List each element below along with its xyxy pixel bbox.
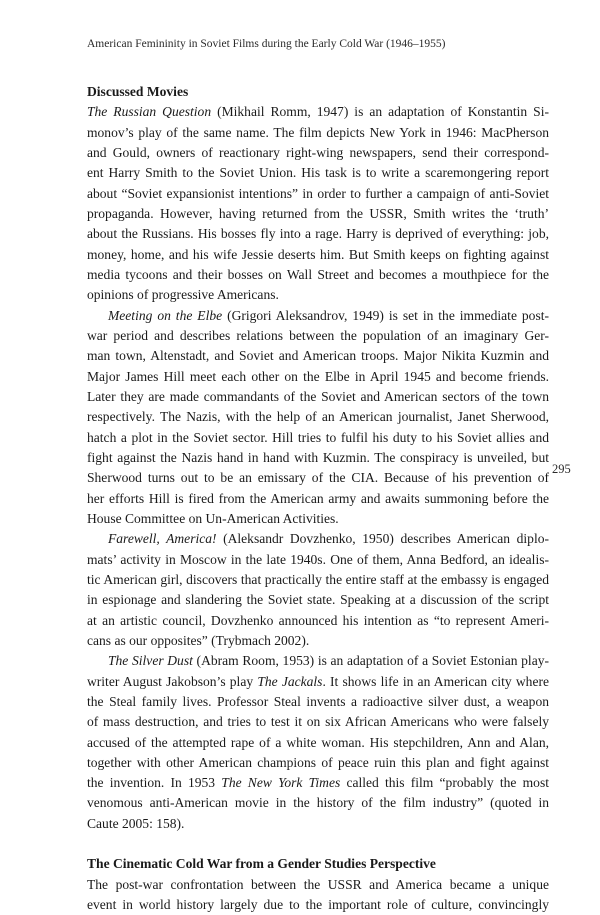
page-number: 295 xyxy=(552,462,571,476)
line-text: writer August Jakobson’s play xyxy=(87,673,258,689)
text-line xyxy=(87,448,549,468)
line-text: propaganda. However, having returned from the USSR, Smith writes the ‘truth’ xyxy=(87,205,549,221)
line-text: Sherwood turns out to be an emissary of the CIA. Because of his prevention of xyxy=(87,470,549,486)
text-line xyxy=(87,306,549,326)
line-text: (Aleksandr Dovzhenko, 1950) describes American diplo- xyxy=(216,531,550,547)
line-text: opinions of progressive Americans. xyxy=(87,287,279,303)
line-text: war period and describes relations between the population of an imaginary Ger- xyxy=(87,327,549,343)
text-line xyxy=(87,123,549,143)
line-text: tic American girl, discovers that practically the entire staff at the embassy is engaged xyxy=(87,571,549,587)
film-title: The New York Times xyxy=(221,775,341,791)
film-title: The Jackals xyxy=(257,673,323,689)
text-line xyxy=(87,204,549,224)
line-text: accused of the attempted rape of a white woman. His stepchildren, Ann and Alan, xyxy=(87,734,549,750)
text-line xyxy=(87,672,549,692)
text-line xyxy=(87,163,549,183)
text-line xyxy=(87,712,549,732)
text-line xyxy=(87,326,549,346)
text-line xyxy=(87,346,549,366)
text-line xyxy=(87,570,549,590)
text-line xyxy=(87,468,549,488)
line-text: called this film “probably the most xyxy=(340,775,549,791)
line-text: fight against the Nazis hand in hand with Kuzmin. The conspiracy is unveiled, but xyxy=(87,449,549,465)
line-text: in espionage and slandering the Soviet state. Speaking at a discussion of the script xyxy=(87,592,549,608)
line-text: Caute 2005: 158). xyxy=(87,815,185,831)
film-title: Meeting on the Elbe xyxy=(108,307,223,323)
line-text: of mass destruction, and tries to test it on six African Americans who were falsely xyxy=(87,714,549,730)
text-line xyxy=(87,651,549,671)
section-heading: The Cinematic Cold War from a Gender Studies Perspective xyxy=(87,856,436,872)
text-line xyxy=(87,631,549,651)
line-text: at an artistic council, Dovzhenko announced his intention as “to represent Ameri- xyxy=(87,612,549,628)
text-line xyxy=(87,367,549,387)
line-text: ent Harry Smith to the Soviet Union. His task is to write a scaremongering report xyxy=(87,165,549,181)
text-line xyxy=(87,224,549,244)
text-line xyxy=(87,489,549,509)
text-line xyxy=(87,102,549,122)
text-line xyxy=(87,529,549,549)
line-text: The post-war confrontation between the USSR and America became a unique xyxy=(87,876,549,892)
line-text: cans as our opposites” (Trybmach 2002). xyxy=(87,632,310,648)
text-line xyxy=(87,753,549,773)
text-line xyxy=(87,428,549,448)
line-text: and Gould, owners of reactionary right-wing newspapers, send their correspond- xyxy=(87,144,549,160)
line-text: event in world history largely due to the important role of culture, convincingly xyxy=(87,897,549,913)
text-line xyxy=(87,895,549,915)
text-line xyxy=(87,590,549,610)
line-text: respectively. The Nazis, with the help of an American journalist, Janet Sherwood, xyxy=(87,409,549,425)
film-title: The Russian Question xyxy=(87,104,212,120)
text-line xyxy=(87,773,549,793)
line-text: monov’s play of the same name. The film depicts New York in 1946: MacPherson xyxy=(87,124,549,140)
section-gap xyxy=(87,834,549,854)
line-text: about the Russians. His bosses fly into a rage. Harry is deprived of everything: job, xyxy=(87,226,549,242)
line-text: hatch a plot in the Soviet sector. Hill tries to fulfil his duty to his Soviet allies and xyxy=(87,429,549,445)
line-text: (Mikhail Romm, 1947) is an adaptation of Konstantin Si- xyxy=(211,104,549,120)
line-text: together with other American champions of peace ruin this plan and fight against xyxy=(87,754,549,770)
body-text xyxy=(87,82,549,915)
line-text: (Abram Room, 1953) is an adaptation of a Soviet Estonian play- xyxy=(192,653,549,669)
line-text: mats’ activity in Moscow in the late 1940s. One of them, Anna Bedford, an idealis- xyxy=(87,551,549,567)
text-line xyxy=(87,143,549,163)
text-line xyxy=(87,793,549,813)
text-line xyxy=(87,407,549,427)
line-text: her efforts Hill is fired from the American army and awaits summoning before the xyxy=(87,490,549,506)
line-text: the invention. In 1953 xyxy=(87,775,222,791)
text-line xyxy=(87,184,549,204)
text-line xyxy=(87,733,549,753)
text-line xyxy=(87,875,549,895)
line-text: venomous anti-American movie in the history of the film industry” (quoted in xyxy=(87,795,549,811)
text-line xyxy=(87,285,549,305)
line-text: media tycoons and their bosses on Wall Street and becomes a mouthpiece for the xyxy=(87,266,549,282)
line-text: (Grigori Aleksandrov, 1949) is set in the immediate post- xyxy=(222,307,549,323)
text-line xyxy=(87,611,549,631)
text-line xyxy=(87,509,549,529)
line-text: Major James Hill meet each other on the Elbe in April 1945 and become friends. xyxy=(87,368,549,384)
text-line xyxy=(87,387,549,407)
line-text: Later they are made commandants of the Soviet and American sectors of the town xyxy=(87,388,549,404)
film-title: The Silver Dust xyxy=(108,653,193,669)
section-discussed-movies xyxy=(87,102,549,834)
line-text: . It shows life in an American city where xyxy=(322,673,549,689)
section-heading: Discussed Movies xyxy=(87,84,189,99)
text-line xyxy=(87,265,549,285)
running-head: American Femininity in Soviet Films during the Early Cold War (1946–1955) xyxy=(87,38,446,50)
text-line xyxy=(87,245,549,265)
line-text: man town, Altenstadt, and Soviet and American troops. Major Nikita Kuzmin and xyxy=(87,348,549,364)
line-text: money, home, and his wife Jessie deserts him. But Smith keeps on fighting against xyxy=(87,246,549,262)
line-text: House Committee on Un-American Activities. xyxy=(87,510,339,526)
line-text: about “Soviet expansionist intentions” in order to further a campaign of anti-Soviet xyxy=(87,185,549,201)
film-title: Farewell, America! xyxy=(108,531,217,547)
line-text: the Steal family lives. Professor Steal invents a radioactive silver dust, a weapon xyxy=(87,693,549,709)
text-line xyxy=(87,814,549,834)
text-line xyxy=(87,692,549,712)
text-line xyxy=(87,550,549,570)
